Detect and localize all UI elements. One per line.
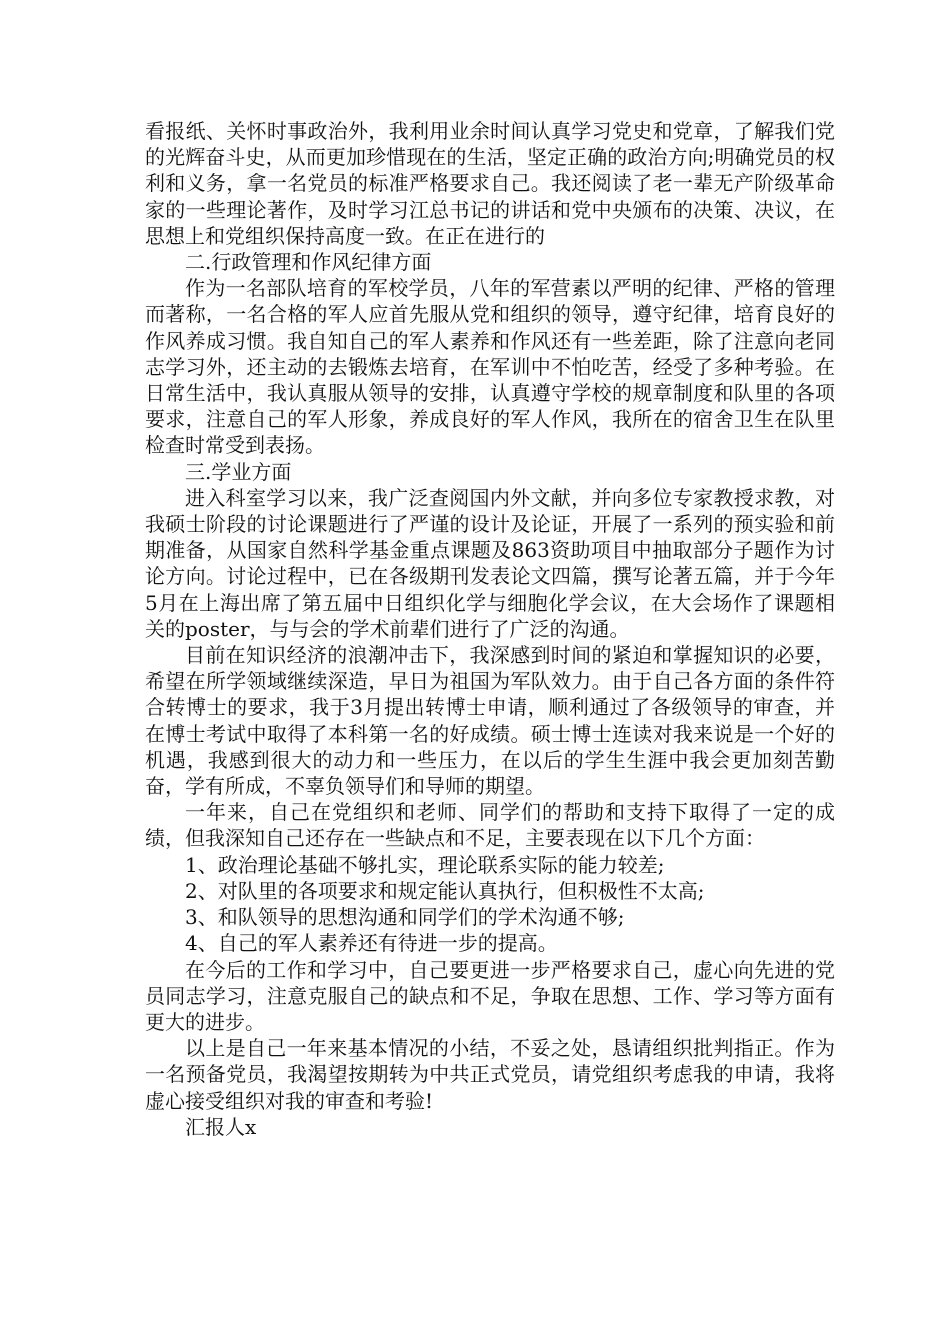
paragraph-intro-continued: 看报纸、关怀时事政治外，我利用业余时间认真学习党史和党章，了解我们党的光辉奋斗史，从而更加珍惜现在的生活，坚定正确的政治方向;明确党员的权利和义务，拿一名党员的标准严格要求自己。我还阅读了老一辈无产阶级革命家的一些理论著作，及时学习江总书记的讲话和党中央颁布的决策、决议，在思想上和党组织保持高度一致。在正在进行的 <box>145 119 835 248</box>
paragraph-phd-transfer: 目前在知识经济的浪潮冲击下，我深感到时间的紧迫和掌握知识的必要，希望在所学领域继续深造，早日为祖国为军队效力。由于自己各方面的条件符合转博士的要求，我于3月提出转博士申请，顺利通过了各级领导的审查，并在博士考试中取得了本科第一名的好成绩。硕士博士连读对我来说是一个好的机遇，我感到很大的动力和一些压力，在以后的学生生涯中我会更加刻苦勤奋，学有所成，不辜负领导们和导师的期望。 <box>145 643 835 799</box>
document-page <box>145 118 835 1140</box>
list-item-shortcoming-2: 2、对队里的各项要求和规定能认真执行，但积极性不太高; <box>185 878 705 903</box>
paragraph-shortcomings-intro: 一年来，自己在党组织和老师、同学们的帮助和支持下取得了一定的成绩，但我深知自己还存在一些缺点和不足，主要表现在以下几个方面： <box>145 800 835 851</box>
list-item-shortcoming-1: 1、政治理论基础不够扎实，理论联系实际的能力较差; <box>185 852 665 877</box>
signature-line: 汇报人x <box>185 1114 257 1139</box>
list-item-shortcoming-3: 3、和队领导的思想沟通和同学们的学术沟通不够; <box>185 905 625 930</box>
paragraph-studies: 进入科室学习以来，我广泛查阅国内外文献，并向多位专家教授求教，对我硕士阶段的讨论课题进行了严谨的设计及论证，开展了一系列的预实验和前期准备，从国家自然科学基金重点课题及863资助项目中抽取部分子题作为讨论方向。讨论过程中，已在各级期刊发表论文四篇，撰写论著五篇，并于今年5月在上海出席了第五届中日组织化学与细胞化学会议，在大会场作了课题相关的poster，与与会的学术前辈们进行了广泛的沟通。 <box>145 485 835 641</box>
section-heading-administration: 二.行政管理和作风纪律方面 <box>185 250 432 275</box>
paragraph-discipline: 作为一名部队培育的军校学员，八年的军营素以严明的纪律、严格的管理而著称，一名合格的军人应首先服从党和组织的领导，遵守纪律，培育良好的作风养成习惯。我自知自己的军人素养和作风还有一些差距，除了注意向老同志学习外，还主动的去锻炼去培育，在军训中不怕吃苦，经受了多种考验。在日常生活中，我认真服从领导的安排，认真遵守学校的规章制度和队里的各项要求，注意自己的军人形象，养成良好的军人作风，我所在的宿舍卫生在队里检查时常受到表扬。 <box>145 276 835 458</box>
paragraph-future-plans: 在今后的工作和学习中，自己要更进一步严格要求自己，虚心向先进的党员同志学习，注意克服自己的缺点和不足，争取在思想、工作、学习等方面有更大的进步。 <box>145 957 835 1034</box>
paragraph-closing-request: 以上是自己一年来基本情况的小结，不妥之处，恳请组织批判指正。作为一名预备党员，我渴望按期转为中共正式党员，请党组织考虑我的申请，我将虚心接受组织对我的审查和考验! <box>145 1036 835 1113</box>
list-item-shortcoming-4: 4、自己的军人素养还有待进一步的提高。 <box>185 931 558 956</box>
section-heading-studies: 三.学业方面 <box>185 459 292 484</box>
